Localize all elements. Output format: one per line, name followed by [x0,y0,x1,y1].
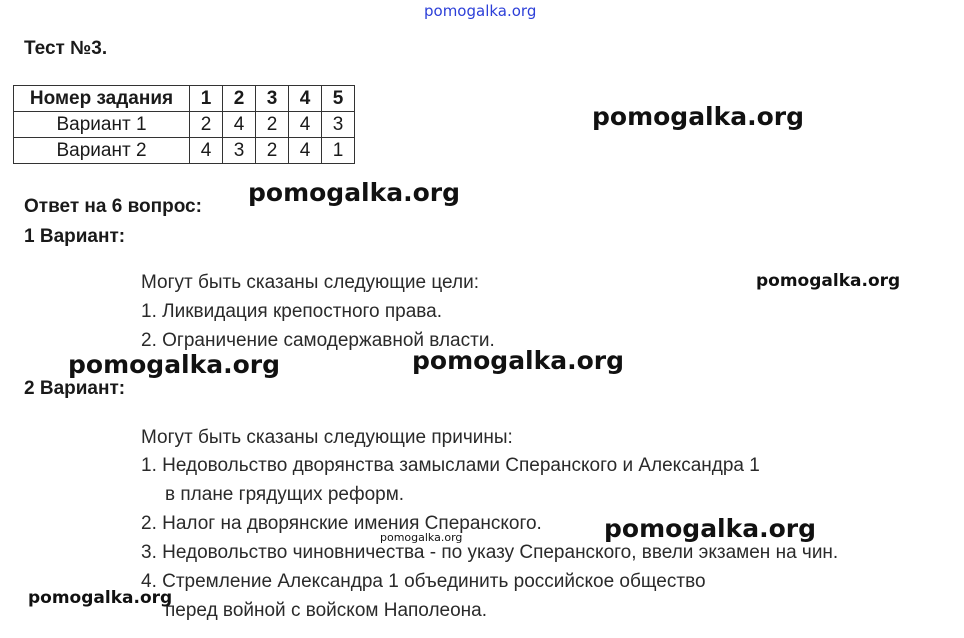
watermark: pomogalka.org [412,346,625,375]
variant2-line: перед войной с войском Наполеона. [165,600,488,621]
table-header-row [14,86,355,112]
question-heading: Ответ на 6 вопрос: [24,196,202,217]
variant2-line: в плане грядущих реформ. [165,484,405,505]
table-header-cell: 3 [256,86,289,112]
table-header-cell: 1 [190,86,223,112]
table-header-cell: 4 [289,86,322,112]
watermark-top: pomogalka.org [424,2,537,20]
watermark: pomogalka.org [592,102,805,131]
table-cell: 3 [223,138,256,164]
table-cell: 3 [322,112,355,138]
variant2-line: 1. Недовольство дворянства замыслами Сперанского и Александра 1 [141,455,760,476]
variant2-line: 2. Налог на дворянские имения Сперанского. [141,513,542,534]
variant1-line: 1. Ликвидация крепостного права. [141,301,443,322]
table-cell: Вариант 2 [14,138,190,164]
table-row [14,138,355,164]
table-cell: 2 [256,112,289,138]
variant1-heading: 1 Вариант: [24,226,126,247]
table-row [14,112,355,138]
watermark: pomogalka.org [756,271,901,291]
table-cell: 2 [256,138,289,164]
page-title: Тест №3. [24,38,108,59]
watermark: pomogalka.org [604,514,817,543]
watermark: pomogalka.org [28,588,173,608]
table-cell: 4 [190,138,223,164]
table-header-cell: 5 [322,86,355,112]
variant1-line: 2. Ограничение самодержавной власти. [141,330,495,351]
answers-table [13,85,355,164]
table-cell: 4 [289,112,322,138]
table-cell: 4 [289,138,322,164]
variant2-heading: 2 Вариант: [24,378,126,399]
variant2-line: Могут быть сказаны следующие причины: [141,427,513,448]
table-cell: 4 [223,112,256,138]
watermark: pomogalka.org [248,178,461,207]
table-cell: 1 [322,138,355,164]
table-header-cell: 2 [223,86,256,112]
variant2-line: 4. Стремление Александра 1 объединить российское общество [141,571,706,592]
table-header-cell: Номер задания [14,86,190,112]
variant2-line: 3. Недовольство чиновничества - по указу Сперанского, ввели экзамен на чин. [141,542,839,563]
table-cell: Вариант 1 [14,112,190,138]
variant1-line: Могут быть сказаны следующие цели: [141,272,479,293]
table-cell: 2 [190,112,223,138]
watermark: pomogalka.org [380,531,463,544]
watermark: pomogalka.org [68,350,281,379]
